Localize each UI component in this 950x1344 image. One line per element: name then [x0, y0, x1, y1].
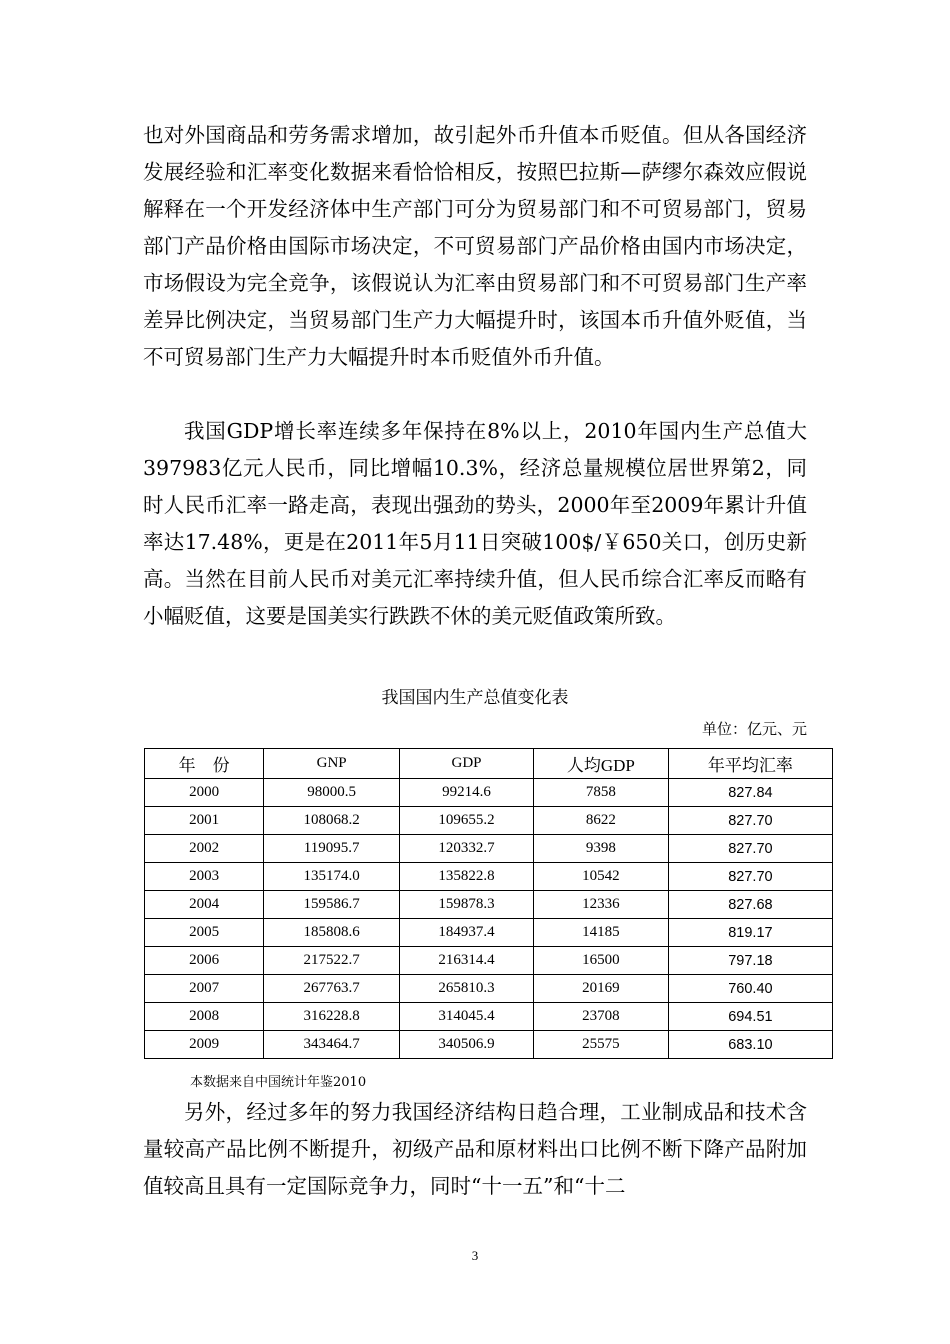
cell-year: 2009	[145, 1031, 264, 1059]
table-row	[145, 1031, 833, 1059]
table-unit: 单位：亿元、元	[701, 720, 807, 738]
column-header-per-capita-gdp: 人均GDP	[533, 749, 668, 779]
body-paragraph: 也对外国商品和劳务需求增加，故引起外币升值本币贬值。但从各国经济发展经验和汇率变化数据来看恰恰相反，按照巴拉斯—萨缪尔森效应假说解释在一个开发经济体中生产部门可分为贸易部门和不可贸易部门，贸易部门产品价格由国际市场决定，不可贸易部门产品价格由国内市场决定，市场假设为完全竞争，该假说认为汇率由贸易部门和不可贸易部门生产率差异比例决定，当贸易部门生产力大幅提升时，该国本币升值外贬值，当不可贸易部门生产力大幅提升时本币贬值外币升值。	[143, 123, 807, 369]
cell-gdp: 120332.7	[400, 835, 534, 863]
cell-year: 2007	[145, 975, 264, 1003]
cell-exchange-rate: 819.17	[668, 919, 832, 947]
cell-per-capita-gdp: 23708	[533, 1003, 668, 1031]
column-header-exchange-rate: 年平均汇率	[668, 749, 832, 779]
cell-gdp: 109655.2	[400, 807, 534, 835]
cell-gnp: 98000.5	[264, 779, 400, 807]
cell-gnp: 159586.7	[264, 891, 400, 919]
cell-per-capita-gdp: 8622	[533, 807, 668, 835]
cell-gdp: 314045.4	[400, 1003, 534, 1031]
cell-exchange-rate: 760.40	[668, 975, 832, 1003]
cell-exchange-rate: 797.18	[668, 947, 832, 975]
table-row	[145, 947, 833, 975]
cell-exchange-rate: 694.51	[668, 1003, 832, 1031]
table-row	[145, 807, 833, 835]
cell-exchange-rate: 827.68	[668, 891, 832, 919]
cell-year: 2000	[145, 779, 264, 807]
table-row	[145, 919, 833, 947]
cell-year: 2004	[145, 891, 264, 919]
cell-per-capita-gdp: 7858	[533, 779, 668, 807]
column-header-year: 年 份	[145, 749, 264, 779]
cell-per-capita-gdp: 14185	[533, 919, 668, 947]
cell-gnp: 185808.6	[264, 919, 400, 947]
cell-gdp: 184937.4	[400, 919, 534, 947]
cell-per-capita-gdp: 16500	[533, 947, 668, 975]
cell-year: 2003	[145, 863, 264, 891]
cell-per-capita-gdp: 9398	[533, 835, 668, 863]
cell-gnp: 343464.7	[264, 1031, 400, 1059]
cell-gnp: 217522.7	[264, 947, 400, 975]
table-row	[145, 779, 833, 807]
cell-per-capita-gdp: 12336	[533, 891, 668, 919]
cell-year: 2008	[145, 1003, 264, 1031]
column-header-gdp: GDP	[400, 749, 534, 779]
cell-exchange-rate: 683.10	[668, 1031, 832, 1059]
cell-year: 2002	[145, 835, 264, 863]
cell-gdp: 135822.8	[400, 863, 534, 891]
cell-gnp: 119095.7	[264, 835, 400, 863]
cell-exchange-rate: 827.70	[668, 863, 832, 891]
cell-gdp: 340506.9	[400, 1031, 534, 1059]
body-paragraph: 我国GDP增长率连续多年保持在8%以上，2010年国内生产总值大397983亿元人民币，同比增幅10.3%，经济总量规模位居世界第2，同时人民币汇率一路走高，表现出强劲的势头，2000年至2009年累计升值率达17.48%，更是在2011年5月11日突破100$/￥650关口，创历史新高。当然在目前人民币对美元汇率持续升值，但人民币综合汇率反而略有小幅贬值，这要是国美实行跌跌不休的美元贬值政策所致。	[143, 419, 807, 628]
cell-gdp: 216314.4	[400, 947, 534, 975]
cell-exchange-rate: 827.84	[668, 779, 832, 807]
cell-gnp: 316228.8	[264, 1003, 400, 1031]
gdp-table	[144, 748, 833, 1059]
table-row	[145, 1003, 833, 1031]
table-title: 我国国内生产总值变化表	[381, 688, 569, 708]
cell-gnp: 135174.0	[264, 863, 400, 891]
table-row	[145, 863, 833, 891]
cell-year: 2001	[145, 807, 264, 835]
cell-per-capita-gdp: 10542	[533, 863, 668, 891]
cell-gnp: 108068.2	[264, 807, 400, 835]
table-row	[145, 835, 833, 863]
table-row	[145, 891, 833, 919]
cell-exchange-rate: 827.70	[668, 807, 832, 835]
cell-gdp: 159878.3	[400, 891, 534, 919]
body-paragraph: 另外，经过多年的努力我国经济结构日趋合理，工业制成品和技术含量较高产品比例不断提升，初级产品和原材料出口比例不断下降产品附加值较高且具有一定国际竞争力，同时“十一五”和“十二	[143, 1100, 807, 1198]
cell-gnp: 267763.7	[264, 975, 400, 1003]
page-number: 3	[471, 1248, 479, 1263]
cell-per-capita-gdp: 25575	[533, 1031, 668, 1059]
cell-gdp: 265810.3	[400, 975, 534, 1003]
table-row	[145, 975, 833, 1003]
cell-year: 2006	[145, 947, 264, 975]
cell-year: 2005	[145, 919, 264, 947]
column-header-gnp: GNP	[264, 749, 400, 779]
cell-per-capita-gdp: 20169	[533, 975, 668, 1003]
table-source-note: 本数据来自中国统计年鉴2010	[190, 1075, 367, 1090]
cell-gdp: 99214.6	[400, 779, 534, 807]
cell-exchange-rate: 827.70	[668, 835, 832, 863]
table-header-row	[145, 749, 833, 779]
